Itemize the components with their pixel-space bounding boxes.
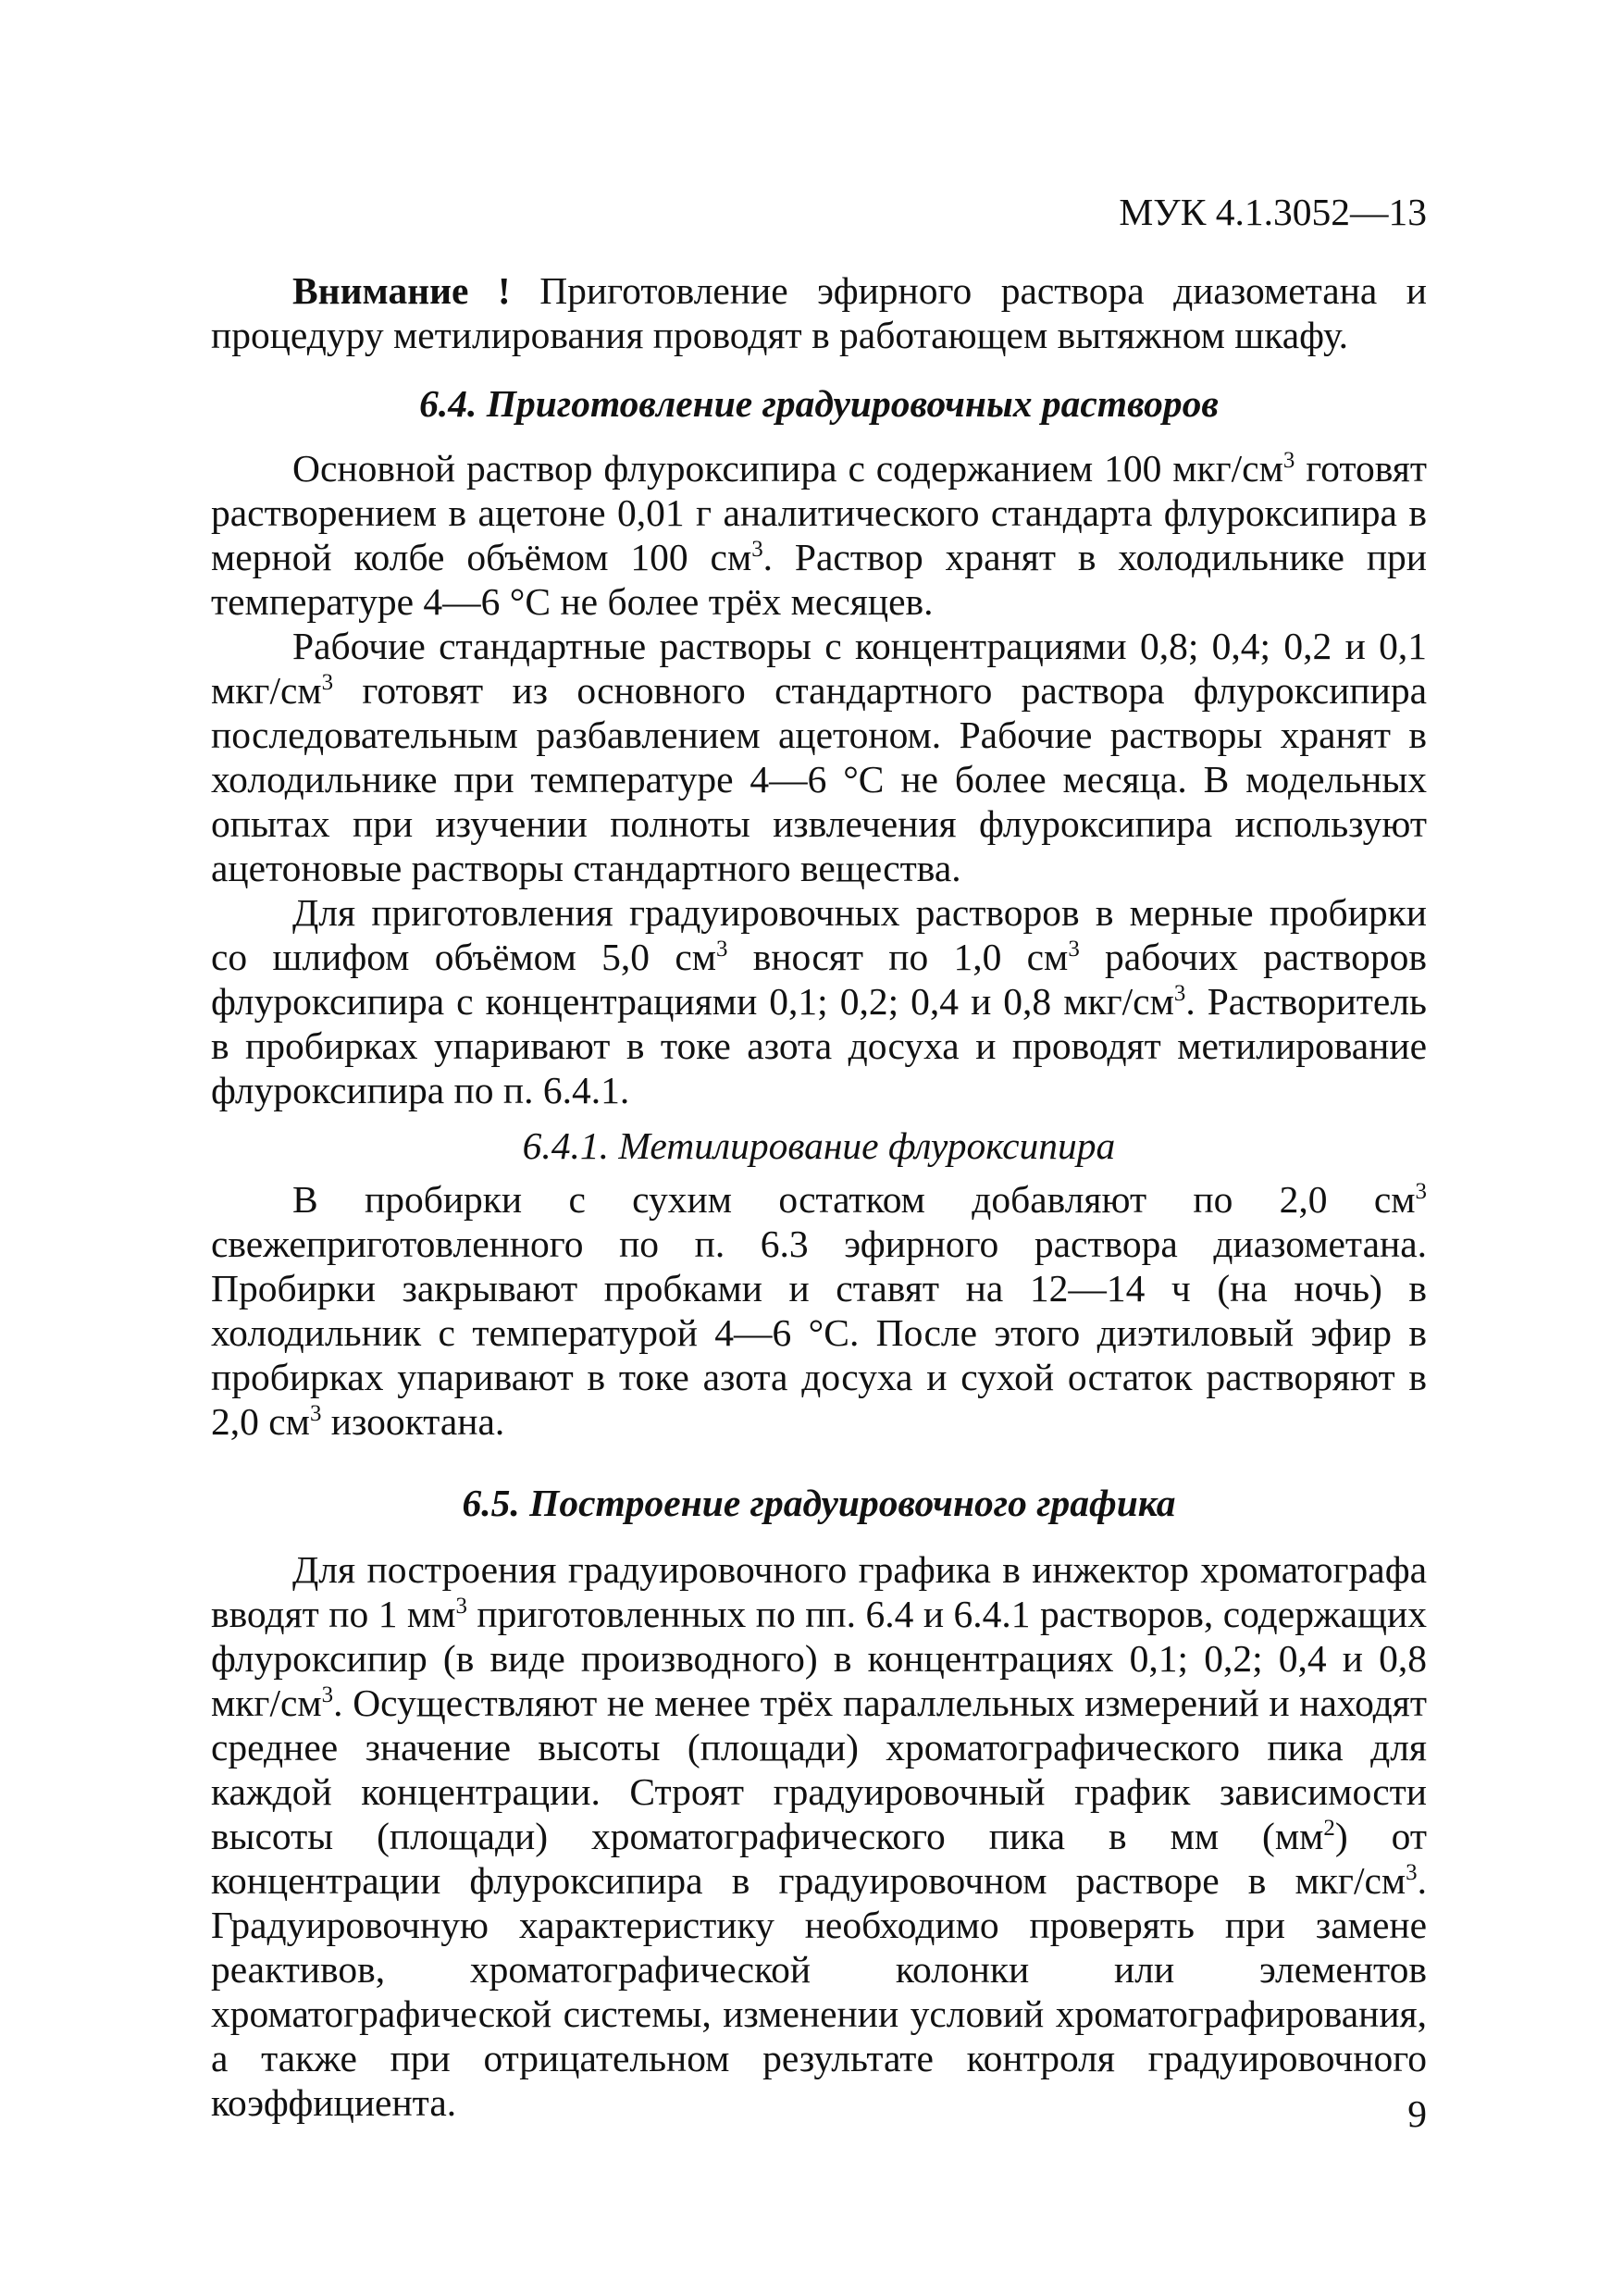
section-6-4-paragraph-3 (211, 890, 1427, 1112)
superscript: 3 (455, 1594, 467, 1620)
attention-paragraph (211, 268, 1427, 357)
document-code: МУК 4.1.3052—13 (1119, 191, 1427, 233)
superscript: 3 (1173, 981, 1186, 1007)
attention-label: Внимание ! (292, 269, 511, 312)
attention-text: Приготовление эфирного раствора диазометана и процедуру метилирования проводят в работающем вытяжном шкафу. (211, 269, 1427, 356)
section-6-4-1-title: 6.4.1. Метилирование флуроксипира (522, 1124, 1116, 1167)
superscript: 3 (1415, 1179, 1427, 1205)
superscript: 3 (321, 670, 334, 696)
text-run: рабочих растворов флуроксипира с концентрациями 0,1; 0,2; 0,4 и 0,8 мкг/см (211, 936, 1428, 1023)
page-content (211, 268, 1427, 2125)
section-6-5-paragraph-1 (211, 1547, 1427, 2125)
superscript: 3 (751, 537, 763, 563)
text-run: Рабочие стандартные растворы с концентрациями 0,8; 0,4; 0,2 и 0,1 мкг/см (211, 625, 1427, 712)
superscript: 2 (1323, 1816, 1335, 1842)
text-run: ) от концентрации флуроксипира в градуировочном растворе в мкг/см (211, 1815, 1427, 1902)
text-run: готовят растворением в ацетоне 0,01 г аналитического стандарта флуроксипира в мерной колбе объёмом 100 см (211, 447, 1427, 578)
text-run: . Раствор хранят в холодильнике при температуре 4—6 °С не более трёх месяцев. (211, 536, 1428, 623)
superscript: 3 (1068, 937, 1080, 962)
text-run: . Растворитель в пробирках упаривают в токе азота досуха и проводят метилирование флуроксипира по п. 6.4.1. (211, 980, 1427, 1111)
text-run: Для построения градуировочного графика в инжектор хроматографа вводят по 1 мм (211, 1548, 1427, 1635)
section-6-4-1-paragraph-1 (211, 1177, 1427, 1444)
section-6-4-title: 6.4. Приготовление градуировочных растворов (419, 382, 1219, 425)
text-run: вносят по 1,0 см (727, 936, 1069, 978)
text-run: готовят из основного стандартного раствора флуроксипира последовательным разбавлением ацетоном. Рабочие растворы хранят в холодильнике при температуре 4—6 °С не более месяца. В модельных опытах при изучении полноты извлечения флуроксипира используют ацетоновые растворы стандартного вещества. (211, 669, 1427, 889)
section-6-5-title: 6.5. Построение градуировочного графика (462, 1482, 1176, 1524)
section-6-4-paragraph-2 (211, 624, 1427, 890)
superscript: 3 (321, 1682, 334, 1708)
text-run: В пробирки с сухим остатком добавляют по 2,0 см (292, 1178, 1416, 1221)
text-run: . Осуществляют не менее трёх параллельных измерений и находят среднее значение высоты (площади) хроматографического пика для каждой концентрации. Строят градуировочный график зависимости высоты (площади) хроматографического пика в мм (мм (211, 1682, 1427, 1857)
superscript: 3 (309, 1401, 322, 1427)
text-run: изооктана. (321, 1400, 505, 1443)
text-run: свежеприготовленного по п. 6.3 эфирного раствора диазометана. Пробирки закрывают пробками и ставят на 12—14 ч (на ночь) в холодильник с температурой 4—6 °С. После этого диэтиловый эфир в пробирках упаривают в токе азота досуха и сухой остаток растворяют в 2,0 см (211, 1222, 1427, 1443)
text-run: . Градуировочную характеристику необходимо проверять при замене реактивов, хроматографической колонки или элементов хроматографической системы, изменении условий хроматографирования, а также при отрицательном результате контроля градуировочного коэффициента. (211, 1859, 1427, 2124)
text-run: Основной раствор флуроксипира с содержанием 100 мкг/см (292, 447, 1283, 490)
page-number: 9 (1407, 2092, 1427, 2135)
superscript: 3 (1282, 448, 1295, 474)
text-run: приготовленных по пп. 6.4 и 6.4.1 растворов, содержащих флуроксипир (в виде производного) в концентрациях 0,1; 0,2; 0,4 и 0,8 мкг/см (211, 1593, 1427, 1724)
section-6-4-paragraph-1 (211, 446, 1427, 624)
text-run: Для приготовления градуировочных растворов в мерные пробирки со шлифом объёмом 5,0 см (211, 891, 1427, 978)
superscript: 3 (1406, 1860, 1418, 1886)
superscript: 3 (716, 937, 728, 962)
